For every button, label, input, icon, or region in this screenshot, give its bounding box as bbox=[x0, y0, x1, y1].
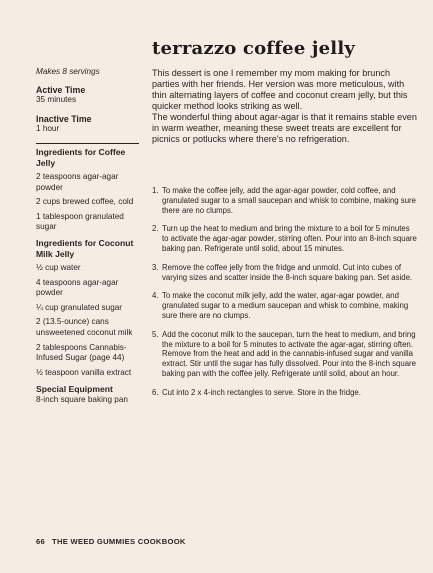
step-item bbox=[152, 291, 417, 320]
step-number: 5. bbox=[152, 329, 159, 339]
page-number: 66 bbox=[36, 537, 46, 546]
step-number: 2. bbox=[152, 224, 159, 234]
recipe-steps bbox=[152, 186, 417, 407]
step-item bbox=[152, 330, 417, 379]
step-item bbox=[152, 263, 417, 283]
step-item bbox=[152, 388, 417, 398]
equipment-item: 8-inch square baking pan bbox=[36, 394, 128, 404]
ingredient-item: 1 tablespoon granulated sugar bbox=[36, 211, 124, 232]
book-title: THE WEED GUMMIES COOKBOOK bbox=[52, 537, 186, 546]
recipe-intro bbox=[152, 68, 417, 145]
step-text: Turn up the heat to medium and bring the mixture to a boil for 5 minutes to activate the agar-agar powder, stirring often. Pour into an 8-inch square baking pan. Refrigerate until solid, about 15 minutes. bbox=[162, 224, 417, 253]
servings: Makes 8 servings bbox=[36, 67, 100, 76]
coconut-jelly-heading: Ingredients for Coconut Milk Jelly bbox=[36, 237, 134, 259]
step-item bbox=[152, 186, 417, 215]
ingredient-item: ½ cup water bbox=[36, 262, 81, 272]
step-text: To make the coffee jelly, add the agar-agar powder, cold coffee, and granulated sugar to a small saucepan and whisk to combine, making sure there are no clumps. bbox=[162, 186, 416, 215]
step-number: 6. bbox=[152, 387, 159, 397]
coffee-jelly-heading: Ingredients for Coffee Jelly bbox=[36, 146, 126, 168]
inactive-time-label: Inactive Time bbox=[36, 113, 92, 124]
recipe-title: terrazzo coffee jelly bbox=[152, 38, 356, 59]
inactive-time-value: 1 hour bbox=[36, 124, 60, 134]
active-time-value: 35 minutes bbox=[36, 95, 77, 105]
ingredient-item: 2 teaspoons agar-agar powder bbox=[36, 171, 119, 192]
ingredient-item: 2 cups brewed coffee, cold bbox=[36, 197, 134, 207]
ingredient-item: 2 (13.5-ounce) cans unsweetened coconut milk bbox=[36, 317, 133, 337]
ingredient-item: 2 tablespoons Cannabis-Infused Sugar (page 44) bbox=[36, 342, 127, 363]
step-text: Add the coconut milk to the saucepan, turn the heat to medium, and bring the mixture to a boil for 5 minutes to activate the agar-agar, stirring often. Remove from the heat and add in the cannabis-infused sugar and vanilla extract. Stir until the sugar has fully dissolved. Pour into the 8-inch square baking pan with the coffee jelly. Refrigerate until solid, about an hour. bbox=[162, 329, 416, 378]
equipment-heading: Special Equipment bbox=[36, 384, 113, 395]
ingredient-item: 4 teaspoons agar-agar powder bbox=[36, 277, 119, 298]
recipe-sidebar bbox=[36, 67, 146, 409]
ingredient-item: ¼ cup granulated sugar bbox=[36, 302, 123, 312]
active-time-label: Active Time bbox=[36, 84, 86, 95]
step-item bbox=[152, 224, 417, 253]
step-number: 4. bbox=[152, 291, 159, 301]
step-number: 3. bbox=[152, 262, 159, 272]
sidebar-divider bbox=[36, 143, 139, 144]
page-footer bbox=[36, 537, 186, 546]
step-number: 1. bbox=[152, 186, 159, 195]
intro-paragraph: The wonderful thing about agar-agar is that it remains stable even in warm weather, meaning these sweet treats are excellent for picnics or potlucks where there's no refrigeration. bbox=[152, 112, 417, 144]
step-text: To make the coconut milk jelly, add the water, agar-agar powder, and granulated sugar to a medium saucepan and whisk to combine, making sure there are no clumps. bbox=[162, 291, 409, 320]
step-text: Cut into 2 x 4-inch rectangles to serve. Store in the fridge. bbox=[162, 387, 361, 397]
ingredient-item: ½ teaspoon vanilla extract bbox=[36, 367, 132, 377]
intro-paragraph: This dessert is one I remember my mom making for brunch parties with her friends. Her version was more meticulous, with thin alternating layers of coffee and coconut cream jelly, but this quicker method looks striking as well. bbox=[152, 68, 408, 111]
step-text: Remove the coffee jelly from the fridge and unmold. Cut into cubes of varying sizes and scatter inside the 8-inch square baking pan. Set aside. bbox=[162, 262, 413, 282]
